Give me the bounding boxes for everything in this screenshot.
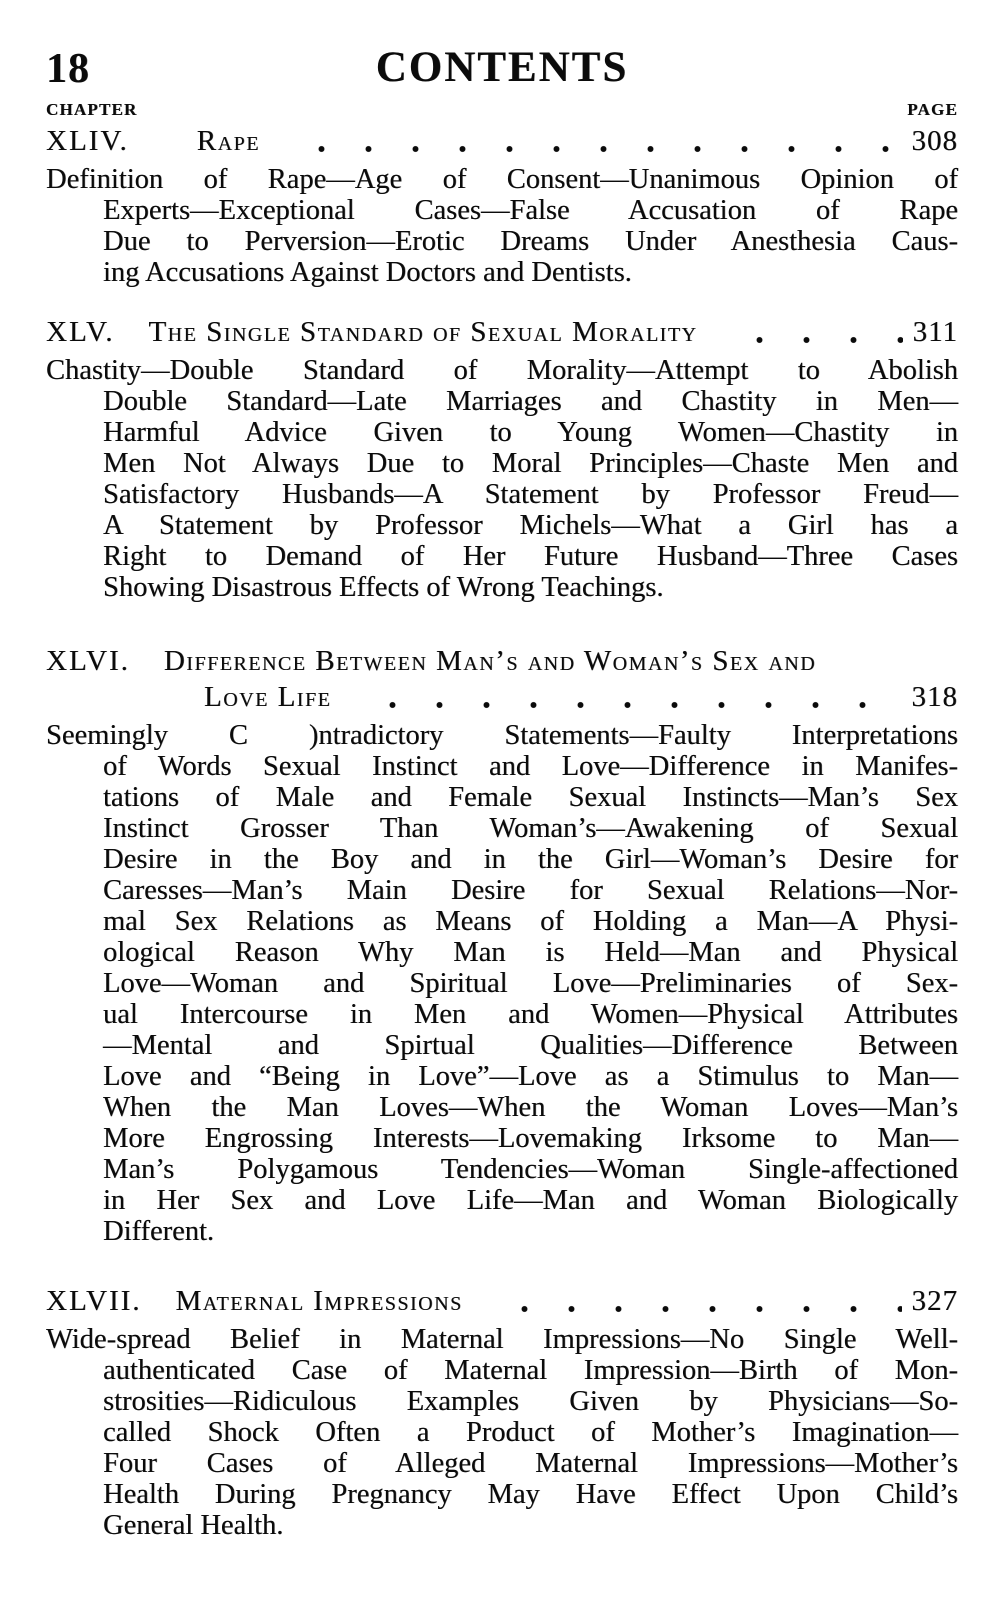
chapter-heading-line2 xyxy=(46,679,958,715)
column-labels xyxy=(46,101,958,118)
chapter-page-number: 311 xyxy=(912,316,958,348)
chapter-heading xyxy=(46,1283,958,1319)
chapter-summary xyxy=(46,1324,958,1541)
toc-entry-xlvii xyxy=(46,1283,958,1541)
summary-line: Harmful Advice Given to Young Women—Chastity in xyxy=(103,417,958,448)
chapter-column-label: CHAPTER xyxy=(46,100,138,119)
dot-leader xyxy=(288,123,902,159)
summary-line: Satisfactory Husbands—A Statement by Professor Freud— xyxy=(103,479,958,510)
summary-line: More Engrossing Interests—Lovemaking Irksome to Man— xyxy=(103,1123,958,1154)
summary-line: Showing Disastrous Effects of Wrong Teachings. xyxy=(103,572,664,603)
summary-line: Right to Demand of Her Future Husband—Three Cases xyxy=(103,541,958,572)
summary-line: of Words Sexual Instinct and Love—Difference in Manifes- xyxy=(103,751,958,782)
page-header xyxy=(46,46,958,92)
page-title: CONTENTS xyxy=(375,44,629,91)
summary-line: When the Man Loves—When the Woman Loves—Man’s xyxy=(103,1092,958,1123)
summary-line: Chastity—Double Standard of Morality—Attempt to Abolish xyxy=(46,355,958,386)
dot-leader xyxy=(726,314,903,350)
summary-line: Instinct Grosser Than Woman’s—Awakening of Sexual xyxy=(103,813,958,844)
summary-line: Man’s Polygamous Tendencies—Woman Single-affectioned xyxy=(103,1154,958,1185)
summary-line: —Mental and Spirtual Qualities—Difference Between xyxy=(103,1030,958,1061)
chapter-page-number: 327 xyxy=(911,1285,958,1317)
chapter-title: Rape xyxy=(196,125,260,157)
dot-leader xyxy=(359,679,901,715)
summary-line: Love and “Being in Love”—Love as a Stimulus to Man— xyxy=(103,1061,958,1092)
summary-line: called Shock Often a Product of Mother’s Imagination— xyxy=(103,1417,958,1448)
chapter-summary xyxy=(46,720,958,1247)
chapter-title-line2: Love Life xyxy=(204,681,332,713)
summary-line: Men Not Always Due to Moral Principles—Chaste Men and xyxy=(103,448,958,479)
summary-line: Due to Perversion—Erotic Dreams Under Anesthesia Caus- xyxy=(103,226,958,257)
summary-line: Experts—Exceptional Cases—False Accusation of Rape xyxy=(103,195,958,226)
chapter-page-number: 318 xyxy=(911,681,958,713)
chapter-numeral: XLIV. xyxy=(46,125,129,157)
chapter-heading xyxy=(46,643,958,679)
chapter-numeral: XLVI. xyxy=(46,645,130,677)
toc-entry-xlv xyxy=(46,314,958,603)
summary-line: Desire in the Boy and in the Girl—Woman’s Desire for xyxy=(103,844,958,875)
summary-line: Double Standard—Late Marriages and Chastity in Men— xyxy=(103,386,958,417)
summary-line: authenticated Case of Maternal Impression—Birth of Mon- xyxy=(103,1355,958,1386)
chapter-title-line1: Difference Between Man’s and Woman’s Sex and xyxy=(163,645,817,677)
summary-line: ological Reason Why Man is Held—Man and Physical xyxy=(103,937,958,968)
summary-line: Wide-spread Belief in Maternal Impressions—No Single Well- xyxy=(46,1324,958,1355)
summary-line: ing Accusations Against Doctors and Dentists. xyxy=(103,257,632,288)
toc-entry-xlvi xyxy=(46,643,958,1247)
toc-entry-xliv xyxy=(46,123,958,288)
summary-line: strosities—Ridiculous Examples Given by Physicians—So- xyxy=(103,1386,958,1417)
chapter-title: Maternal Impressions xyxy=(175,1285,463,1317)
chapter-summary xyxy=(46,355,958,603)
chapter-summary xyxy=(46,164,958,288)
chapter-title: The Single Standard of Sexual Morality xyxy=(148,316,698,348)
summary-line: Caresses—Man’s Main Desire for Sexual Relations—Nor- xyxy=(103,875,958,906)
summary-line: Definition of Rape—Age of Consent—Unanimous Opinion of xyxy=(46,164,958,195)
summary-line: Love—Woman and Spiritual Love—Preliminaries of Sex- xyxy=(103,968,958,999)
chapter-numeral: XLVII. xyxy=(46,1285,142,1317)
summary-line: Four Cases of Alleged Maternal Impressions—Mother’s xyxy=(103,1448,958,1479)
summary-line: mal Sex Relations as Means of Holding a Man—A Physi- xyxy=(103,906,958,937)
chapter-heading xyxy=(46,123,958,159)
summary-line: tations of Male and Female Sexual Instincts—Man’s Sex xyxy=(103,782,958,813)
chapter-numeral: XLV. xyxy=(46,316,115,348)
summary-line: Seemingly C )ntradictory Statements—Faulty Interpretations xyxy=(46,720,958,751)
chapter-heading xyxy=(46,314,958,350)
chapter-page-number: 308 xyxy=(911,125,958,157)
summary-line: Different. xyxy=(103,1216,215,1247)
dot-leader xyxy=(491,1283,902,1319)
summary-line: Health During Pregnancy May Have Effect Upon Child’s xyxy=(103,1479,958,1510)
summary-line: A Statement by Professor Michels—What a Girl has a xyxy=(103,510,958,541)
summary-line: General Health. xyxy=(103,1510,284,1541)
folio-number: 18 xyxy=(46,46,90,92)
page-column-label: PAGE xyxy=(907,100,958,119)
summary-line: ual Intercourse in Men and Women—Physical Attributes xyxy=(103,999,958,1030)
summary-line: in Her Sex and Love Life—Man and Woman Biologically xyxy=(103,1185,958,1216)
